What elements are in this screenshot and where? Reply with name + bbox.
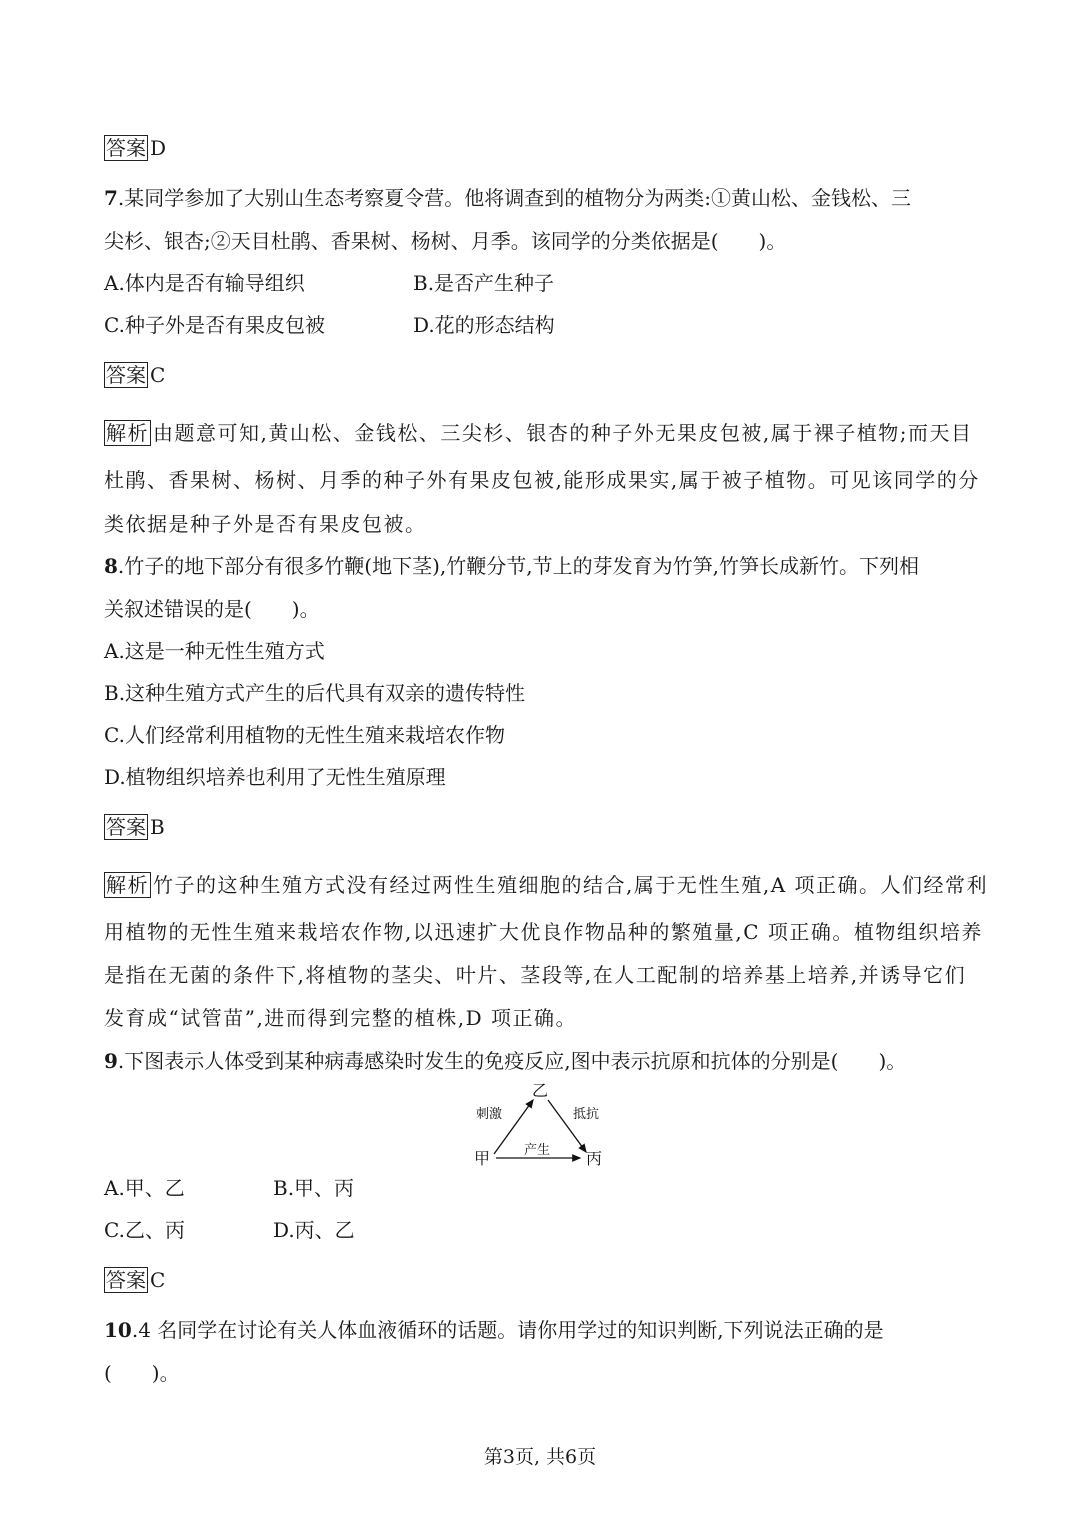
q7-options-row-2 bbox=[104, 311, 555, 339]
q7-options-row-1 bbox=[104, 269, 554, 297]
q10-stem-line-2: ( )。 bbox=[104, 1361, 180, 1385]
q10-stem-line-1 bbox=[104, 1316, 884, 1344]
q7-option-b: B.是否产生种子 bbox=[413, 271, 555, 295]
q8-text-1: .竹子的地下部分有很多竹鞭(地下茎),竹鞭分节,节上的芽发育为竹笋,竹笋长成新竹。下列相 bbox=[117, 554, 919, 578]
q8-stem-line-1 bbox=[104, 552, 919, 580]
answer-label: 答案 bbox=[106, 815, 146, 839]
analysis-label: 解析 bbox=[106, 873, 149, 897]
immune-response-diagram bbox=[470, 1080, 610, 1170]
q9-answer-line bbox=[104, 1266, 165, 1294]
q9-number: 9 bbox=[104, 1049, 118, 1073]
q9-option-a: A.甲、乙 bbox=[104, 1176, 185, 1200]
q8-stem-line-2: 关叙述错误的是( )。 bbox=[104, 597, 320, 621]
q7-option-d: D.花的形态结构 bbox=[413, 313, 555, 337]
q8-option-d: D.植物组织培养也利用了无性生殖原理 bbox=[104, 765, 446, 789]
q8-answer-line bbox=[104, 813, 165, 841]
q9-stem-line-1 bbox=[104, 1047, 906, 1075]
q9-option-c: C.乙、丙 bbox=[104, 1218, 185, 1242]
q7-stem-line-1 bbox=[104, 184, 911, 212]
q7-analysis-line-3: 类依据是种子外是否有果皮包被。 bbox=[104, 512, 427, 536]
edge-label-right: 抵抗 bbox=[573, 1107, 600, 1122]
q7-answer-line bbox=[104, 361, 165, 389]
q8-answer: B bbox=[150, 815, 165, 839]
q10-text-1: .4 名同学在讨论有关人体血液循环的话题。请你用学过的知识判断,下列说法正确的是 bbox=[131, 1318, 884, 1342]
q7-stem-line-2: 尖杉、银杏;②天目杜鹃、香果树、杨树、月季。该同学的分类依据是( )。 bbox=[104, 229, 787, 253]
q7-option-c: C.种子外是否有果皮包被 bbox=[104, 313, 325, 337]
q8-option-c: C.人们经常利用植物的无性生殖来栽培农作物 bbox=[104, 723, 505, 747]
q6-answer-line bbox=[104, 134, 166, 162]
q9-answer: C bbox=[150, 1268, 166, 1292]
q9-options-row-2 bbox=[104, 1216, 355, 1244]
q8-analysis-text-1: 竹子的这种生殖方式没有经过两性生殖细胞的结合,属于无性生殖,A 项正确。人们经常利 bbox=[153, 873, 989, 897]
q7-answer: C bbox=[150, 363, 166, 387]
q10-number: 10 bbox=[104, 1318, 132, 1342]
analysis-label: 解析 bbox=[106, 421, 149, 445]
node-right: 丙 bbox=[586, 1149, 603, 1168]
q8-analysis-line-1 bbox=[104, 871, 988, 899]
node-top: 乙 bbox=[532, 1081, 549, 1100]
q9-options-row-1 bbox=[104, 1174, 354, 1202]
answer-label: 答案 bbox=[106, 1268, 146, 1292]
q9-text-1: .下图表示人体受到某种病毒感染时发生的免疫反应,图中表示抗原和抗体的分别是( )。 bbox=[117, 1049, 907, 1073]
q9-option-b: B.甲、丙 bbox=[273, 1176, 355, 1200]
q9-option-d: D.丙、乙 bbox=[273, 1218, 355, 1242]
q8-option-a: A.这是一种无性生殖方式 bbox=[104, 639, 325, 663]
edge-label-bottom: 产生 bbox=[524, 1143, 551, 1158]
answer-label: 答案 bbox=[106, 136, 146, 160]
q8-number: 8 bbox=[104, 554, 118, 578]
q7-analysis-line-1 bbox=[104, 419, 972, 447]
q7-number: 7 bbox=[104, 186, 118, 210]
q8-analysis-line-3: 是指在无菌的条件下,将植物的茎尖、叶片、茎段等,在人工配制的培养基上培养,并诱导它们 bbox=[104, 963, 967, 987]
page-footer: 第3页, 共6页 bbox=[483, 1446, 597, 1468]
q7-analysis-text-1: 由题意可知,黄山松、金钱松、三尖杉、银杏的种子外无果皮包被,属于裸子植物;而天目 bbox=[153, 421, 973, 445]
answer-label: 答案 bbox=[106, 363, 146, 387]
q7-option-a: A.体内是否有输导组织 bbox=[104, 271, 305, 295]
q8-analysis-line-2: 用植物的无性生殖来栽培农作物,以迅速扩大优良作物品种的繁殖量,C 项正确。植物组织培养 bbox=[104, 920, 983, 944]
q8-option-b: B.这种生殖方式产生的后代具有双亲的遗传特性 bbox=[104, 681, 526, 705]
q7-analysis-line-2: 杜鹃、香果树、杨树、月季的种子外有果皮包被,能形成果实,属于被子植物。可见该同学的分 bbox=[104, 468, 980, 492]
q6-answer: D bbox=[150, 136, 167, 160]
q8-analysis-line-4: 发育成“试管苗”,进而得到完整的植株,D 项正确。 bbox=[104, 1006, 578, 1030]
node-left: 甲 bbox=[474, 1149, 491, 1168]
q7-text-1: .某同学参加了大别山生态考察夏令营。他将调查到的植物分为两类:①黄山松、金钱松、三 bbox=[117, 186, 912, 210]
edge-label-left: 刺激 bbox=[476, 1107, 503, 1122]
